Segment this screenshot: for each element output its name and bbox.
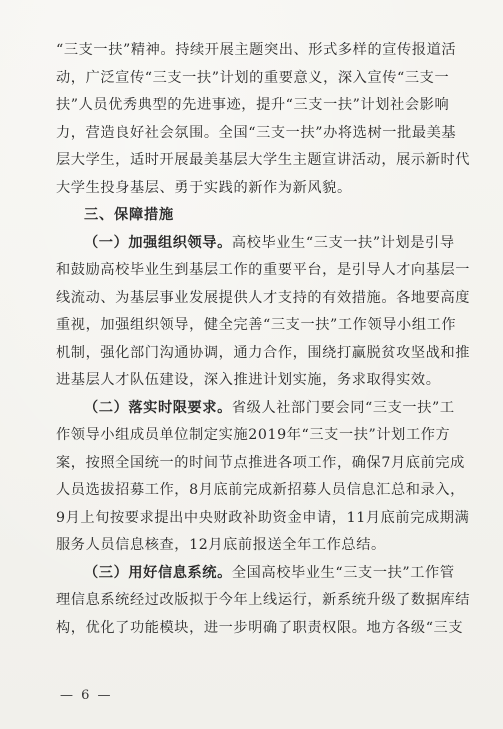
text-fragment: 省级人社部门要会同“三支一扶”工: [231, 399, 455, 416]
text-line: [56, 560, 456, 588]
paragraph-information-system: [56, 560, 471, 643]
text-line: 9月上旬按要求提出中央财政补助资金申请，11月底前完成期满: [56, 509, 470, 526]
text-line: 力，营造良好社会氛围。全国“三支一扶”办将选树一批最美基: [56, 124, 457, 141]
text-line: 动，广泛宣传“三支一扶”计划的重要意义，深入宣传“三支一: [56, 69, 450, 86]
text-line: 服务人员信息核查，12月底前报送全年工作总结。: [56, 537, 386, 553]
text-line: [56, 395, 456, 423]
text-line: 构，优化了功能模块，进一步明确了职责权限。地方各级“三支: [56, 619, 464, 636]
text-fragment: 全国高校毕业生“三支一扶”工作管: [231, 564, 455, 581]
text-line: 案，按照全国统一的时间节点推进各项工作，确保7月底前完成: [56, 454, 465, 471]
text-line: 扶”人员优秀典型的先进事迹，提升“三支一扶”计划社会影响: [56, 97, 450, 113]
document-body: [56, 37, 471, 642]
text-line: 层大学生，适时开展最美基层大学生主题宣讲活动，展示新时代: [56, 152, 471, 168]
text-line: 进基层人才队伍建设，深入推进计划实施，务求取得实效。: [56, 372, 441, 388]
paragraph-lead: （一）加强组织领导。: [84, 234, 232, 251]
text-line: 理信息系统经过改版拟于今年上线运行，新系统升级了数据库结: [56, 592, 471, 608]
text-line: 重视，加强组织领导，健全完善“三支一扶”工作领导小组工作: [56, 317, 457, 333]
intro-paragraph: [56, 37, 471, 202]
text-line: “三支一扶”精神。持续开展主题突出、形式多样的宣传报道活: [56, 42, 457, 58]
section-heading: 三、保障措施: [84, 207, 174, 223]
text-line: 和鼓励高校毕业生到基层工作的重要平台，是引导人才向基层一: [56, 262, 471, 278]
page-number: — 6 —: [60, 688, 113, 703]
paragraph-organization: [56, 230, 471, 395]
text-line: 人员选拔招募工作，8月底前完成新招募人员信息汇总和录入，: [56, 482, 465, 498]
text-line: [56, 230, 456, 258]
text-line: 大学生投身基层、勇于实践的新作为新风貌。: [56, 179, 352, 196]
text-line: 作领导小组成员单位制定实施2019年“三支一扶”计划工作方: [56, 427, 451, 443]
paragraph-deadlines: [56, 395, 470, 560]
text-fragment: 高校毕业生“三支一扶”计划是引导: [231, 234, 455, 251]
text-line: 机制，强化部门沟通协调，通力合作，围绕打赢脱贫攻坚战和推: [56, 344, 471, 361]
paragraph-lead: （三）用好信息系统。: [84, 564, 232, 581]
paragraph-lead: （二）落实时限要求。: [84, 399, 232, 416]
text-line: 线流动、为基层事业发展提供人才支持的有效措施。各地要高度: [56, 289, 471, 306]
